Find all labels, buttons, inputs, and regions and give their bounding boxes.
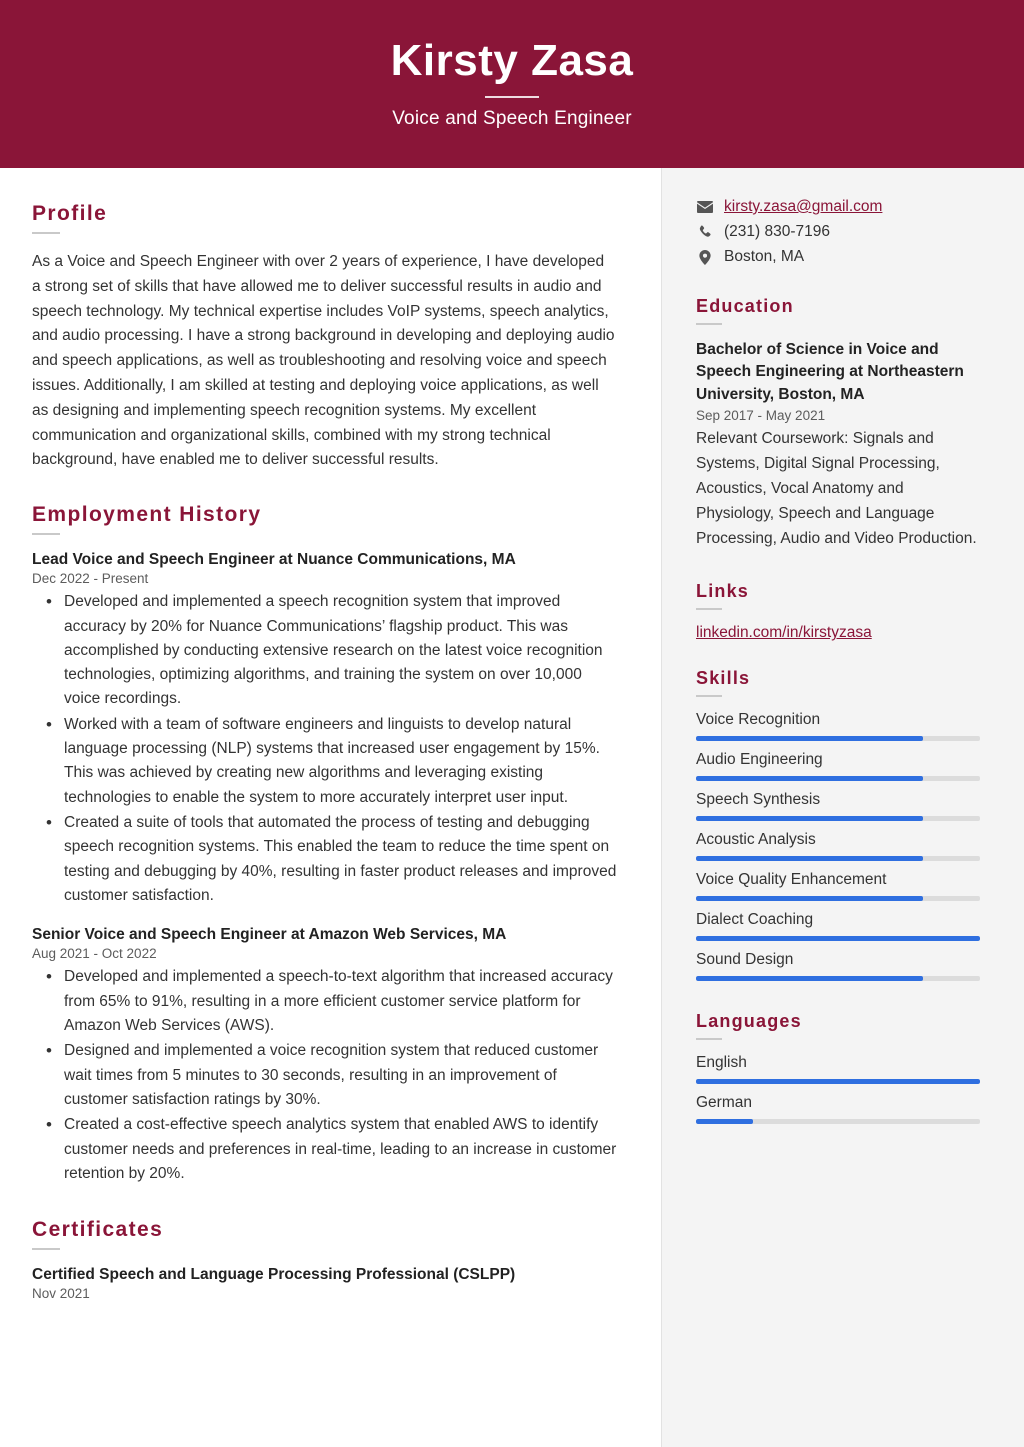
section-languages	[696, 1011, 980, 1124]
resume-header	[0, 0, 1024, 168]
skill-label: Audio Engineering	[696, 751, 823, 769]
skill-row	[696, 791, 980, 821]
list-item: • Designed and implemented a voice recognition system that reduced customer wait times from 5 minutes to 30 seconds, resulting in an improvement of customer satisfaction ratings by 30%.	[64, 1039, 617, 1112]
skill-bar-fill	[696, 736, 923, 741]
sidebar-column	[661, 168, 1024, 1447]
language-row	[696, 1054, 980, 1084]
section-rule	[696, 695, 722, 697]
skill-bar-track	[696, 816, 980, 821]
section-heading-certificates: Certificates	[32, 1218, 164, 1242]
list-item: • Created a suite of tools that automated the process of testing and debugging speech recognition systems. This enabled the team to reduce the time spent on testing and debugging by 40%, resulting in faster product releases and improved customer satisfaction.	[64, 811, 617, 908]
profile-text: As a Voice and Speech Engineer with over 2 years of experience, I have developed a strong set of skills that have allowed me to deliver successful results in audio and speech technology. My technical expertise includes VoIP systems, speech analytics, and audio processing. I have a strong background in developing and deploying audio and speech applications, as well as troubleshooting and resolving voice and speech issues. Additionally, I am skilled at testing and deploying voice applications, as well as designing and implementing speech recognition systems. My excellent communication and organizational skills, combined with my strong technical background, have enabled me to deliver successful results.	[32, 253, 615, 469]
section-heading-languages: Languages	[696, 1011, 802, 1032]
education-degree: Bachelor of Science in Voice and Speech Engineering at Northeastern University, Boston, MA	[696, 341, 964, 403]
envelope-icon	[696, 201, 713, 213]
employment-title: Senior Voice and Speech Engineer at Amazon Web Services, MA	[32, 926, 507, 944]
location-value: Boston, MA	[724, 248, 805, 265]
education-description: Relevant Coursework: Signals and Systems, Digital Signal Processing, Acoustics, Vocal Anatomy and Physiology, Speech and Language Processing, Audio and Video Production.	[696, 430, 977, 547]
location-pin-icon	[696, 250, 713, 265]
skill-bar-track	[696, 736, 980, 741]
header-divider	[485, 96, 539, 98]
language-label: German	[696, 1094, 752, 1112]
skill-row	[696, 831, 980, 861]
certificate-title: Certified Speech and Language Processing Professional (CSLPP)	[32, 1266, 516, 1284]
skill-bar-fill	[696, 936, 980, 941]
employment-bullets	[32, 965, 617, 1186]
skill-bar-track	[696, 936, 980, 941]
skill-bar-fill	[696, 816, 923, 821]
list-item: • Developed and implemented a speech-to-text algorithm that increased accuracy from 65% to 91%, resulting in a more efficient customer service platform for Amazon Web Services (AWS).	[64, 965, 617, 1038]
skill-bar-track	[696, 896, 980, 901]
list-item: • Worked with a team of software engineers and linguists to develop natural language processing (NLP) systems that increased user engagement by 15%. This was achieved by creating new algorithms and leveraging existing technologies to enable the system to more accurately interpret user input.	[64, 713, 617, 810]
language-bar-fill	[696, 1079, 980, 1084]
skill-row	[696, 711, 980, 741]
skill-label: Acoustic Analysis	[696, 831, 816, 849]
language-bar-track	[696, 1119, 980, 1124]
contact-details	[696, 198, 980, 266]
section-rule	[696, 323, 722, 325]
section-rule	[696, 1038, 722, 1040]
section-heading-skills: Skills	[696, 668, 751, 689]
section-heading-employment: Employment History	[32, 503, 262, 527]
language-bar-track	[696, 1079, 980, 1084]
section-rule	[32, 232, 60, 234]
skill-row	[696, 871, 980, 901]
contact-row-phone	[696, 223, 980, 241]
employment-title: Lead Voice and Speech Engineer at Nuance Communications, MA	[32, 551, 516, 569]
skill-label: Voice Recognition	[696, 711, 821, 729]
contact-row-email	[696, 198, 980, 216]
employment-date: Aug 2021 - Oct 2022	[32, 946, 157, 962]
contact-row-location	[696, 248, 980, 266]
skill-label: Dialect Coaching	[696, 911, 814, 929]
skill-row	[696, 911, 980, 941]
section-links	[696, 581, 980, 642]
skill-bar-fill	[696, 776, 923, 781]
skill-row	[696, 951, 980, 981]
skill-bar-track	[696, 856, 980, 861]
section-heading-education: Education	[696, 296, 794, 316]
job-title-subtitle: Voice and Speech Engineer	[392, 107, 632, 129]
section-profile	[32, 202, 617, 473]
section-rule	[696, 608, 722, 610]
skill-bar-fill	[696, 896, 923, 901]
skill-bar-fill	[696, 976, 923, 981]
employment-bullets	[32, 590, 617, 908]
education-date: Sep 2017 - May 2021	[696, 408, 826, 424]
skill-bar-fill	[696, 856, 923, 861]
section-employment-history	[32, 503, 617, 1186]
linkedin-link[interactable]: linkedin.com/in/kirstyzasa	[696, 624, 872, 642]
skill-row	[696, 751, 980, 781]
section-education	[696, 296, 980, 551]
certificate-date: Nov 2021	[32, 1286, 90, 1302]
email-link[interactable]: kirsty.zasa@gmail.com	[724, 198, 883, 215]
section-certificates	[32, 1218, 617, 1301]
skill-label: Speech Synthesis	[696, 791, 821, 809]
language-label: English	[696, 1054, 747, 1072]
list-item: • Developed and implemented a speech recognition system that improved accuracy by 20% for Nuance Communications’ flagship product. This was accomplished by conducting extensive research on the latest voice recognition technologies, optimizing algorithms, and training the system on over 10,000 voice recordings.	[64, 590, 617, 712]
resume-body	[0, 168, 1024, 1447]
language-bar-fill	[696, 1119, 753, 1124]
language-row	[696, 1094, 980, 1124]
section-rule	[32, 533, 60, 535]
section-heading-links: Links	[696, 581, 750, 602]
employment-entry	[32, 926, 617, 1186]
section-rule	[32, 1248, 60, 1250]
section-skills	[696, 668, 980, 981]
skill-label: Sound Design	[696, 951, 794, 969]
certificate-entry	[32, 1266, 617, 1301]
employment-date: Dec 2022 - Present	[32, 571, 149, 587]
phone-icon	[696, 225, 713, 239]
list-item: • Created a cost-effective speech analytics system that enabled AWS to identify customer needs and preferences in real-time, leading to an increase in customer retention by 20%.	[64, 1113, 617, 1186]
section-heading-profile: Profile	[32, 202, 108, 225]
main-column	[0, 168, 661, 1447]
skill-bar-track	[696, 776, 980, 781]
page-title: Kirsty Zasa	[390, 36, 634, 86]
phone-value: (231) 830-7196	[724, 223, 830, 240]
skill-label: Voice Quality Enhancement	[696, 871, 887, 889]
skill-bar-track	[696, 976, 980, 981]
employment-entry	[32, 551, 617, 908]
